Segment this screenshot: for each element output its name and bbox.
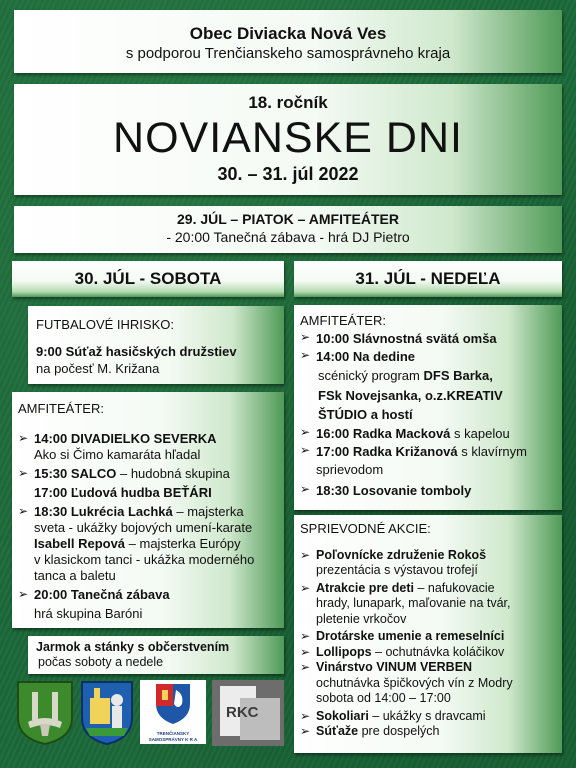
- saturday-amfi-box: [12, 392, 284, 628]
- list-item: [300, 709, 562, 725]
- list-item: [300, 443, 562, 479]
- program-item-text: tanca a baletu: [34, 568, 116, 583]
- market-box: [28, 636, 284, 674]
- event-item-text: Súťaže: [316, 724, 359, 738]
- list-item: [300, 548, 562, 579]
- event-item-text: pre dospelých: [358, 724, 440, 738]
- program-item-text: – majsterka Európy: [125, 536, 241, 551]
- sunday-heading: 31. JÚL - NEDEĽA: [355, 269, 501, 288]
- arrow-bullet-icon: ➢: [18, 504, 29, 518]
- list-item: [300, 425, 562, 443]
- program-item-text: v klasickom tanci - ukážka moderného: [34, 552, 255, 567]
- saturday-amfi-title: AMFITEÁTER:: [18, 401, 104, 416]
- program-item-text: s kapelou: [450, 426, 510, 441]
- arrow-bullet-icon: ➢: [18, 587, 29, 601]
- program-item-text: Isabell Repová: [34, 536, 126, 551]
- event-item-text: Vinárstvo VINUM VERBEN: [316, 660, 473, 674]
- program-item-text: 16:00 Radka Macková: [316, 426, 451, 441]
- accompanying-events-box: [294, 515, 562, 753]
- program-item-text: Ako si Čimo kamaráta hľadal: [34, 447, 201, 462]
- event-item-text: ochutnávka špičkových vín z Modry: [316, 675, 513, 690]
- football-title: FUTBALOVÉ IHRISKO:: [36, 317, 174, 332]
- arrow-bullet-icon: ➢: [300, 644, 311, 659]
- sunday-amfi-box: [294, 305, 562, 510]
- event-item-text: prezentácia s výstavou trofejí: [316, 563, 478, 577]
- arrow-bullet-icon: ➢: [18, 466, 29, 480]
- saturday-heading: 30. JÚL - SOBOTA: [74, 269, 222, 288]
- header-box: [14, 10, 562, 73]
- rkc-logo-text: RKC: [226, 704, 259, 721]
- header-title: Obec Diviacka Nová Ves: [189, 24, 387, 43]
- arrow-bullet-icon: ➢: [300, 348, 311, 362]
- list-item: [18, 466, 284, 501]
- event-item-text: pletenie vrkočov: [316, 611, 407, 626]
- program-item-text: ŠTÚDIO a hostí: [318, 407, 413, 422]
- program-item-text: s klavírnym: [457, 444, 527, 459]
- arrow-bullet-icon: ➢: [300, 708, 311, 723]
- sunday-heading-box: [294, 261, 562, 297]
- program-item-text: – majsterka: [172, 504, 244, 519]
- town-coat-of-arms-logo: [80, 680, 134, 746]
- arrow-bullet-icon: ➢: [300, 330, 311, 344]
- list-item: [18, 587, 284, 622]
- event-item-text: Atrakcie pre deti: [316, 580, 414, 595]
- event-dates: 30. – 31. júl 2022: [217, 164, 359, 184]
- saturday-heading-box: [12, 261, 284, 297]
- event-item-text: sobota od 14:00 – 17:00: [316, 691, 451, 705]
- event-item-text: hrady, lunapark, maľovanie na tvár,: [316, 596, 511, 610]
- list-item: [300, 581, 562, 628]
- football-box: [28, 306, 284, 384]
- event-item-text: – nafukovacie: [413, 580, 495, 595]
- program-item-text: 20:00 Tanečná zábava: [34, 587, 170, 602]
- event-item-text: – ochutnávka koláčikov: [371, 644, 505, 659]
- friday-heading: 29. JÚL – PIATOK – AMFITEÁTER: [177, 211, 399, 227]
- program-item-text: 14:00 DIVADIELKO SEVERKA: [34, 431, 217, 446]
- tsk-logo-text: TRENČIANSKY SAMOSPRÁVNY K R A J: [148, 731, 198, 748]
- program-item-text: scénický program: [318, 368, 424, 383]
- event-item-text: Sokoliari: [316, 708, 369, 723]
- arrow-bullet-icon: ➢: [300, 660, 311, 674]
- arrow-bullet-icon: ➢: [18, 431, 29, 445]
- program-item-text: hrá skupina Baróni: [34, 606, 143, 621]
- program-item-text: sveta - ukážky bojových umení-karate: [34, 520, 253, 535]
- arrow-bullet-icon: ➢: [300, 547, 311, 562]
- program-item-text: FSk Novejsanka, o.z.KREATIV: [318, 388, 503, 403]
- list-item: [18, 504, 284, 584]
- arrow-bullet-icon: ➢: [300, 443, 311, 457]
- program-item-text: DFS Barka,: [423, 368, 493, 383]
- event-item-text: Poľovnícke združenie Rokoš: [316, 547, 487, 562]
- list-item: [300, 629, 562, 645]
- list-item: [300, 348, 562, 424]
- friday-box: [14, 206, 562, 253]
- tsk-emblem-icon: [140, 680, 206, 726]
- arrow-bullet-icon: ➢: [300, 724, 311, 738]
- list-item: [300, 482, 562, 500]
- program-item-text: 18:30 Lukrécia Lachká: [34, 504, 173, 519]
- event-item-text: Drotárske umenie a remeselníci: [316, 629, 505, 643]
- football-note: na počesť M. Križana: [36, 361, 160, 376]
- program-item-text: 18:30 Losovanie tomboly: [316, 483, 472, 498]
- event-item-text: Lollipops: [316, 644, 372, 659]
- program-item-text: 10:00 Slávnostná svätá omša: [316, 331, 497, 346]
- rkc-logo: [212, 680, 284, 746]
- football-event: 9:00 Súťaž hasičských družstiev: [36, 344, 237, 359]
- header-subtitle: s podporou Trenčianskeho samosprávneho kraja: [125, 45, 451, 62]
- friday-program: - 20:00 Tanečná zábava - hrá DJ Pietro: [166, 229, 410, 245]
- list-item: [300, 645, 562, 661]
- program-item-text: sprievodom: [316, 462, 384, 477]
- list-item: [300, 724, 562, 740]
- event-name: NOVIANSKE DNI: [113, 114, 463, 162]
- program-item-text: – hudobná skupina: [116, 466, 230, 481]
- event-item-text: – ukážky s dravcami: [368, 708, 486, 723]
- program-item-text: 17:00 Radka Križanová: [316, 444, 458, 459]
- market-note: počas soboty a nedele: [38, 655, 164, 669]
- title-box: [14, 84, 562, 195]
- village-coat-of-arms-logo: [16, 680, 74, 746]
- market-title: Jarmok a stánky s občerstvením: [36, 640, 230, 654]
- sunday-amfi-title: AMFITEÁTER:: [300, 313, 386, 328]
- edition-label: 18. ročník: [248, 93, 328, 112]
- tsk-logo: [140, 680, 206, 748]
- arrow-bullet-icon: ➢: [300, 482, 311, 496]
- accompanying-title: SPRIEVODNÉ AKCIE:: [300, 521, 431, 536]
- list-item: [300, 330, 562, 348]
- program-item-text: 14:00 Na dedine: [316, 349, 415, 364]
- arrow-bullet-icon: ➢: [300, 425, 311, 439]
- list-item: [300, 660, 562, 707]
- arrow-bullet-icon: ➢: [300, 629, 311, 643]
- program-item-text: 15:30 SALCO: [34, 466, 117, 481]
- arrow-bullet-icon: ➢: [300, 580, 311, 595]
- program-item-text: 17:00 Ľudová hudba BEŤÁRI: [34, 485, 212, 500]
- list-item: [18, 431, 284, 463]
